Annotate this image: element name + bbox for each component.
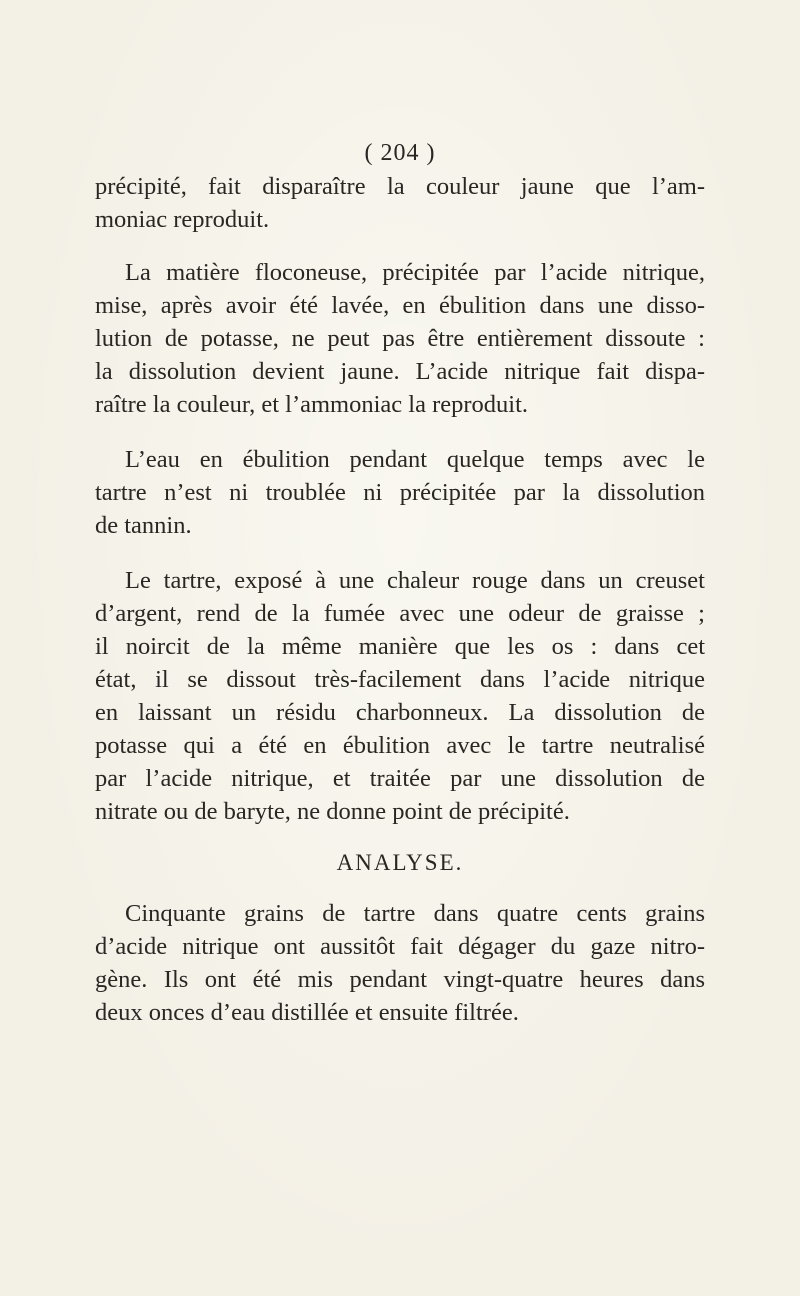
text-line: nitrate ou de baryte, ne donne point de précipité. <box>95 798 570 825</box>
paragraph-2 <box>95 256 705 421</box>
paragraph-5 <box>95 897 705 1029</box>
text-line: raître la couleur, et l’ammoniac la reproduit. <box>95 391 529 418</box>
text-line: il noircit de la même manière que les os : dans cet <box>95 633 705 660</box>
text-line: mise, après avoir été lavée, en ébulition dans une disso- <box>95 292 705 319</box>
text-line: Le tartre, exposé à une chaleur rouge dans un creuset <box>125 567 705 594</box>
paragraph-1 <box>95 170 705 236</box>
text-line: lution de potasse, ne peut pas être entièrement dissoute : <box>95 325 705 352</box>
text-line: moniac reproduit. <box>95 206 270 233</box>
paragraph-3 <box>95 443 705 542</box>
page-number: ( 204 ) <box>364 140 436 166</box>
text-line: potasse qui a été en ébulition avec le tartre neutralisé <box>95 732 705 759</box>
paragraph-4 <box>95 564 705 828</box>
text-line: gène. Ils ont été mis pendant vingt-quatre heures dans <box>95 966 705 993</box>
text-line: Cinquante grains de tartre dans quatre cents grains <box>125 900 705 927</box>
text-line: par l’acide nitrique, et traitée par une dissolution de <box>95 765 705 792</box>
text-line: La matière floconeuse, précipitée par l’acide nitrique, <box>125 259 705 286</box>
section-heading: ANALYSE. <box>336 850 464 875</box>
text-line: d’argent, rend de la fumée avec une odeur de graisse ; <box>95 600 705 627</box>
text-line: la dissolution devient jaune. L’acide nitrique fait dispa- <box>95 358 705 385</box>
text-line: deux onces d’eau distillée et ensuite filtrée. <box>95 999 519 1026</box>
text-line: état, il se dissout très-facilement dans l’acide nitrique <box>95 666 705 693</box>
text-line: en laissant un résidu charbonneux. La dissolution de <box>95 699 705 726</box>
text-line: tartre n’est ni troublée ni précipitée par la dissolution <box>95 479 705 506</box>
text-line: d’acide nitrique ont aussitôt fait dégager du gaze nitro- <box>95 933 705 960</box>
text-line: précipité, fait disparaître la couleur jaune que l’am- <box>95 173 705 200</box>
text-body <box>95 170 705 1029</box>
text-line: L’eau en ébulition pendant quelque temps avec le <box>125 446 705 473</box>
text-line: de tannin. <box>95 512 192 539</box>
